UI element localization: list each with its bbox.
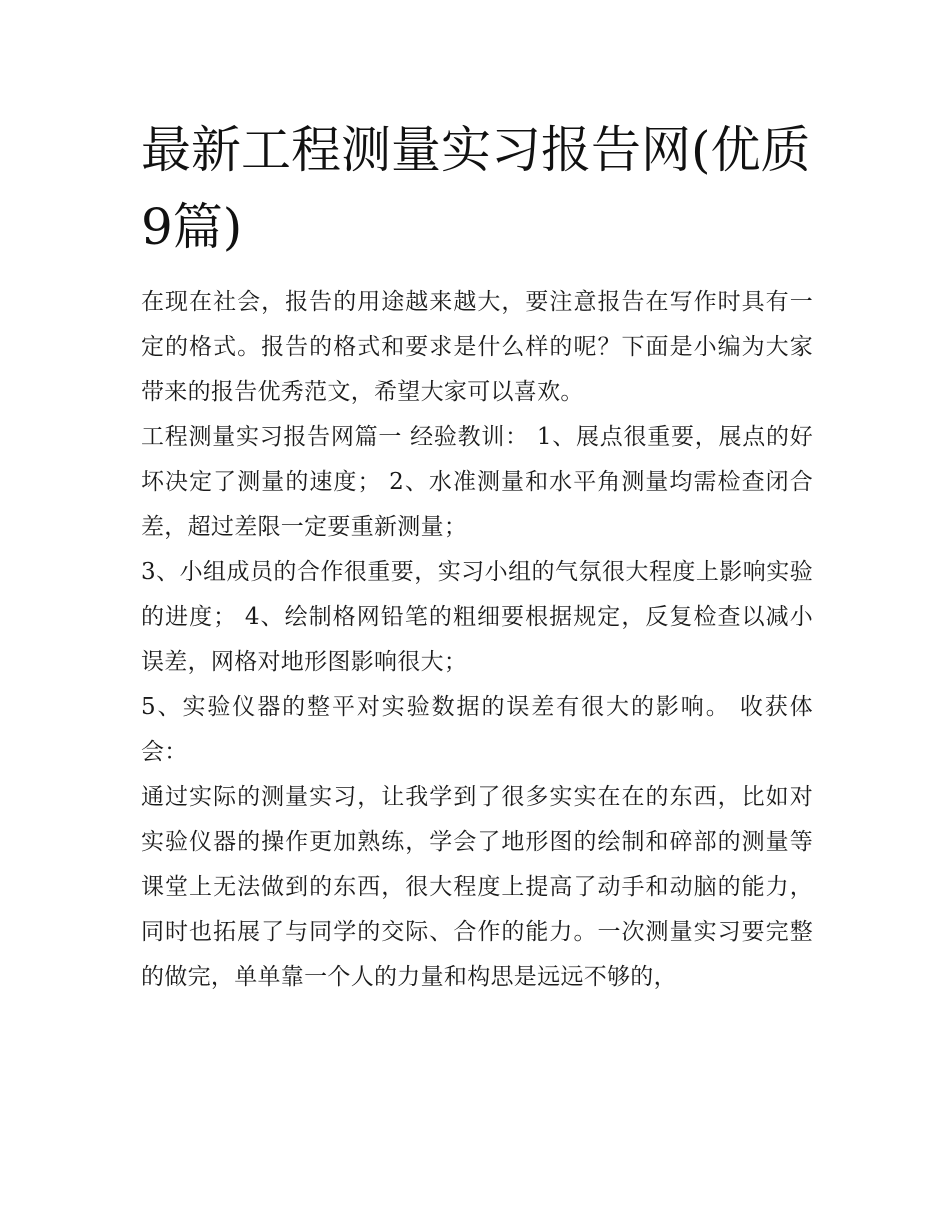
paragraph-lessons-3: 5、实验仪器的整平对实验数据的误差有很大的影响。 收获体会： <box>141 694 813 765</box>
paragraph-lessons-2: 3、小组成员的合作很重要，实习小组的气氛很大程度上影响实验的进度； 4、绘制格网铅笔的粗细要根据规定，反复检查以减小误差，网格对地形图影响很大； <box>141 559 813 675</box>
document-title: 最新工程测量实习报告网(优质9篇) <box>141 121 811 256</box>
paragraph-lessons-1: 工程测量实习报告网篇一 经验教训： 1、展点很重要，展点的好坏决定了测量的速度； 2、水准测量和水平角测量均需检查闭合差，超过差限一定要重新测量； <box>141 424 813 540</box>
paragraph-intro: 在现在社会，报告的用途越来越大，要注意报告在写作时具有一定的格式。报告的格式和要求是什么样的呢？下面是小编为大家带来的报告优秀范文，希望大家可以喜欢。 <box>141 289 813 405</box>
document-body <box>141 112 813 1000</box>
paragraph-reflection: 通过实际的测量实习，让我学到了很多实实在在的东西，比如对实验仪器的操作更加熟练，学会了地形图的绘制和碎部的测量等课堂上无法做到的东西，很大程度上提高了动手和动脑的能力，同时也拓展了与同学的交际、合作的能力。一次测量实习要完整的做完，单单靠一个人的力量和构思是远远不够的， <box>141 784 813 990</box>
